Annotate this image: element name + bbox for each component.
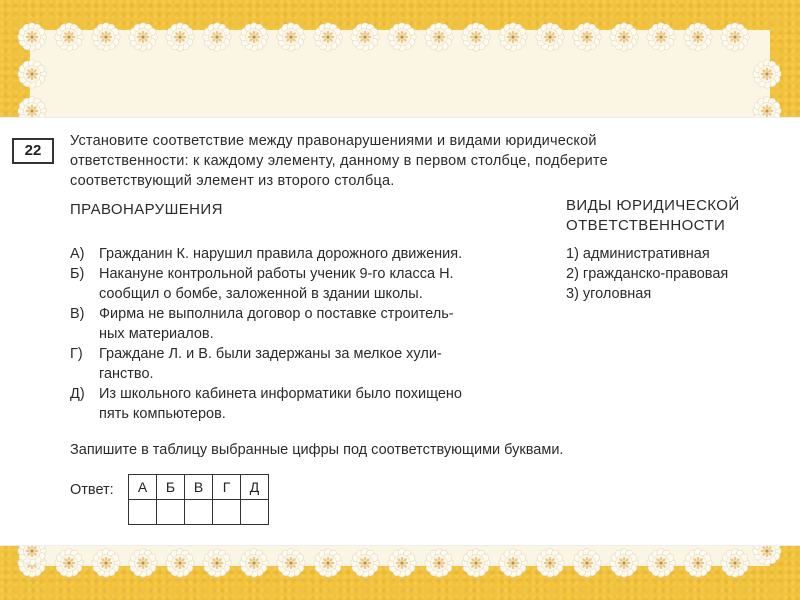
lace-flower-icon bbox=[313, 548, 343, 578]
lace-flower-icon bbox=[165, 22, 195, 52]
offense-text: Фирма не выполнила договор о поставке строитель- bbox=[99, 306, 454, 322]
lace-flower-icon bbox=[646, 548, 676, 578]
lace-flower-icon bbox=[572, 548, 602, 578]
answer-label: Ответ: bbox=[70, 482, 114, 498]
liability-header-line-2: ОТВЕТСТВЕННОСТИ bbox=[566, 217, 726, 234]
lace-flower-icon bbox=[498, 22, 528, 52]
lace-flower-icon bbox=[387, 548, 417, 578]
offense-text: Граждане Л. и В. были задержаны за мелкое хули- bbox=[99, 346, 442, 362]
task-intro bbox=[70, 131, 770, 191]
lace-flower-icon bbox=[646, 22, 676, 52]
lace-flower-icon bbox=[535, 548, 565, 578]
lace-flower-icon bbox=[54, 548, 84, 578]
offense-text: Накануне контрольной работы ученик 9-го класса Н. bbox=[99, 266, 454, 282]
lace-flower-icon bbox=[17, 22, 47, 52]
offense-text: Из школьного кабинета информатики было похищено bbox=[99, 386, 462, 402]
lace-flower-icon bbox=[54, 22, 84, 52]
answer-column-letter: А bbox=[129, 475, 157, 500]
lace-flower-icon bbox=[276, 548, 306, 578]
intro-line: ответственности: к каждому элементу, данному в первом столбце, подберите bbox=[70, 153, 608, 169]
lace-flower-icon bbox=[387, 22, 417, 52]
intro-line: Установите соответствие между правонарушениями и видами юридической bbox=[70, 133, 597, 149]
lace-flower-icon bbox=[17, 59, 47, 89]
offense-label: В) bbox=[70, 306, 85, 322]
lace-flower-icon bbox=[609, 548, 639, 578]
offense-text: пять компьютеров. bbox=[99, 406, 226, 422]
answer-column-letter: В bbox=[185, 475, 213, 500]
liability-header-line-1: ВИДЫ ЮРИДИЧЕСКОЙ bbox=[566, 197, 740, 214]
answer-cell[interactable] bbox=[185, 500, 213, 525]
liability-option-3: 3) уголовная bbox=[566, 286, 652, 302]
answer-column-letter: Д bbox=[241, 475, 269, 500]
lace-flower-icon bbox=[128, 22, 158, 52]
lace-flower-icon bbox=[535, 22, 565, 52]
answer-cell[interactable] bbox=[241, 500, 269, 525]
answer-column-letter: Б bbox=[157, 475, 185, 500]
answer-cell[interactable] bbox=[157, 500, 185, 525]
lace-flower-icon bbox=[128, 548, 158, 578]
offense-label: Г) bbox=[70, 346, 83, 362]
answer-header-row bbox=[129, 475, 269, 500]
offense-label: Д) bbox=[70, 386, 85, 402]
offense-label: Б) bbox=[70, 266, 85, 282]
lace-flower-icon bbox=[461, 548, 491, 578]
lace-flower-icon bbox=[424, 548, 454, 578]
lace-flower-icon bbox=[91, 22, 121, 52]
lace-flower-icon bbox=[239, 548, 269, 578]
answer-cell[interactable] bbox=[129, 500, 157, 525]
offense-label: А) bbox=[70, 246, 85, 262]
intro-line: соответствующий элемент из второго столбца. bbox=[70, 173, 395, 189]
offense-text: сообщил о бомбе, заложенной в здании школы. bbox=[99, 286, 423, 302]
offenses-header: ПРАВОНАРУШЕНИЯ bbox=[70, 201, 223, 218]
offense-text: Гражданин К. нарушил правила дорожного движения. bbox=[99, 246, 463, 262]
lace-flower-icon bbox=[165, 548, 195, 578]
lace-flower-icon bbox=[720, 548, 750, 578]
liability-option-1: 1) административная bbox=[566, 246, 710, 262]
lace-flower-icon bbox=[91, 548, 121, 578]
answer-column-letter: Г bbox=[213, 475, 241, 500]
lace-flower-icon bbox=[609, 22, 639, 52]
lace-flower-icon bbox=[276, 22, 306, 52]
instruction-text: Запишите в таблицу выбранные цифры под соответствующими буквами. bbox=[70, 442, 564, 458]
lace-flower-icon bbox=[239, 22, 269, 52]
lace-flower-icon bbox=[202, 548, 232, 578]
lace-flower-icon bbox=[350, 22, 380, 52]
lace-flower-icon bbox=[572, 22, 602, 52]
offense-text: ганство. bbox=[99, 366, 154, 382]
lace-flower-icon bbox=[752, 59, 782, 89]
lace-flower-icon bbox=[498, 548, 528, 578]
answer-cell[interactable] bbox=[213, 500, 241, 525]
lace-flower-icon bbox=[313, 22, 343, 52]
lace-flower-icon bbox=[720, 22, 750, 52]
lace-flower-icon bbox=[461, 22, 491, 52]
offense-text: ных материалов. bbox=[99, 326, 214, 342]
task-number: 22 bbox=[12, 138, 54, 164]
lace-flower-icon bbox=[202, 22, 232, 52]
liability-option-2: 2) гражданско-правовая bbox=[566, 266, 729, 282]
answer-table bbox=[128, 474, 269, 525]
lace-flower-icon bbox=[683, 22, 713, 52]
lace-flower-icon bbox=[424, 22, 454, 52]
lace-flower-icon bbox=[350, 548, 380, 578]
lace-flower-icon bbox=[683, 548, 713, 578]
answer-input-row bbox=[129, 500, 269, 525]
